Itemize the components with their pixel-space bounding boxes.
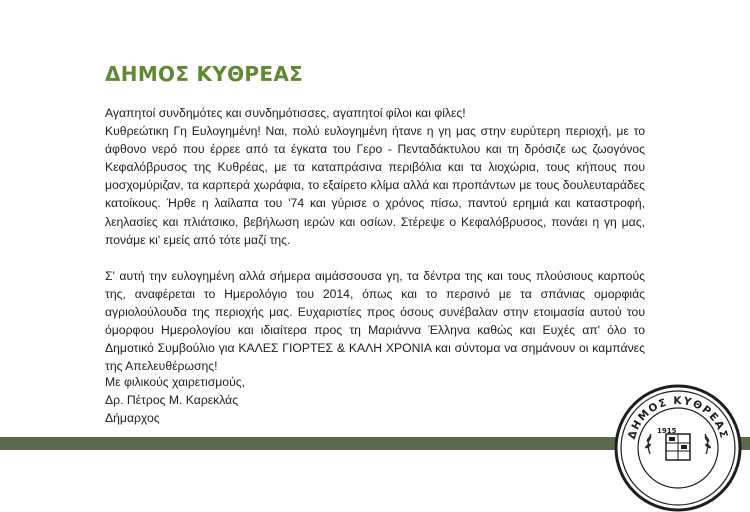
letter-paragraph-2: Σ' αυτή την ευλογημένη αλλά σήμερα αιμάσσουσα γη, τα δέντρα της και τους πλούσιους καρπούς της, αναφέρεται το Ημερολόγιο του 2014, όπως και το περσινό με τα σπάνιας ομορφιάς αγριολούλουδα της περιοχής μας. Ευχαριστίες προς όσους συνέβαλαν στην ετοιμασία αυτού του όμορφου Ημερολογίου και ιδιαίτερα προς τη Μαριάννα Έλληνα καθώς και Ευχές απ' όλο το Δημοτικό Συμβούλιο για ΚΑΛΕΣ ΓΙΟΡΤΕΣ & ΚΑΛΗ ΧΡΟΝΙΑ και σύντομα να σημάνουν οι καμπάνες της Απελευθέρωσης! <box>105 268 645 374</box>
municipality-seal-logo <box>614 384 742 512</box>
letter-paragraph-1: Κυθρεώτικη Γη Ευλογημένη! Ναι, πολύ ευλογημένη ήτανε η γη μας στην ευρύτερη περιοχή, με το άφθονο νερό που έρρεε από τα έγκατα του Γερο - Πενταδάκτυλου και τη δρόσιζε ως ζωογόνος Κεφαλόβρυσος της Κυθρέας, με τα καταπράσινα περιβόλια και τα λιοχώρια, τους κήπους που μοσχομύριζαν, τα καρπερά χωράφια, το εξαίρετο κλίμα αλλά και προπάντων με τους δουλευταράδες κατοίκους. Ήρθε η λαίλαπα του '74 και γύρισε ο χρόνος πίσω, παντού ερημιά και καταστροφή, λεηλασίες και πλιάτσικο, βεβήλωση ιερών και οσίων. Στέρεψε ο Κεφαλόβρυσος, πονάει η γη μας, πονάμε κι' εμείς από τότε μαζί της. <box>105 124 645 247</box>
signature-role: Δήμαρχος <box>105 411 160 426</box>
letter-body <box>105 104 645 375</box>
svg-text:1915: 1915 <box>657 427 677 435</box>
signature-closing: Με φιλικούς χαιρετισμούς, <box>105 375 245 389</box>
letter-greeting: Αγαπητοί συνδημότες και συνδημότισσες, αγαπητοί φίλοι και φίλες! <box>105 106 466 120</box>
svg-text:ΔΗΜΟΣ ΚΥΘΡΕΑΣ: ΔΗΜΟΣ ΚΥΘΡΕΑΣ <box>625 394 731 441</box>
signature-block <box>105 373 245 427</box>
signature-name: Δρ. Πέτρος Μ. Καρεκλάς <box>105 393 239 408</box>
municipality-title: ΔΗΜΟΣ ΚΥΘΡΕΑΣ <box>105 62 304 86</box>
